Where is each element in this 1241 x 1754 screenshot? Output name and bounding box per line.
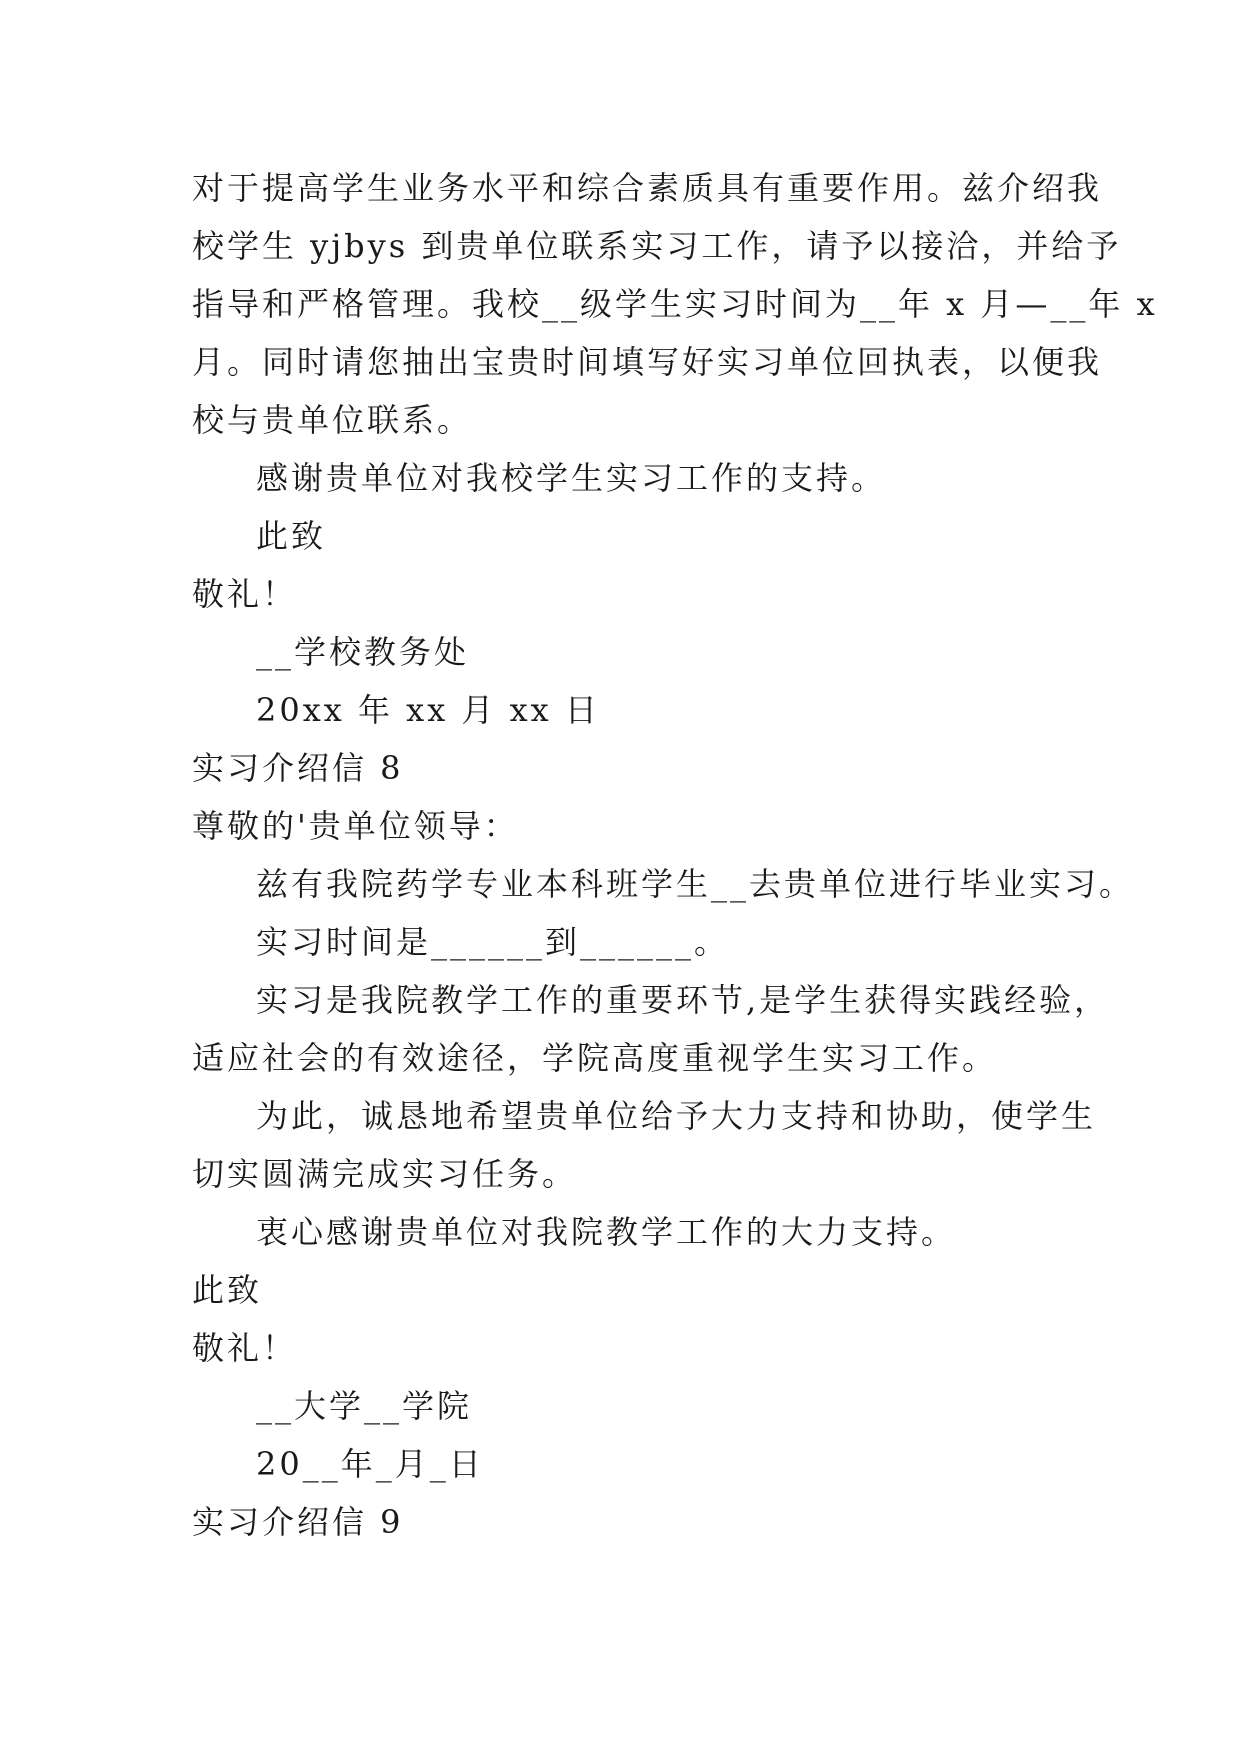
closing-jingli: 敬礼！ [192,1329,298,1367]
closing-cizhi: 此致 [192,1271,263,1309]
body-paragraph: 实习时间是______到______。 [256,923,730,961]
signature-org: __学校教务处 [256,633,470,671]
body-paragraph: 为此，诚恳地希望贵单位给予大力支持和协助，使学生 [256,1097,1097,1135]
body-paragraph: 兹有我院药学专业本科班学生__去贵单位进行毕业实习。 [256,865,1135,903]
signature-date: 20__年_月_日 [256,1445,484,1483]
body-text-line: 切实圆满完成实习任务。 [192,1155,578,1193]
body-text-line: 适应社会的有效途径，学院高度重视学生实习工作。 [192,1039,998,1077]
thanks-paragraph: 衷心感谢贵单位对我院教学工作的大力支持。 [256,1213,957,1251]
closing-cizhi: 此致 [256,517,327,555]
body-text-line: 月。同时请您抽出宝贵时间填写好实习单位回执表，以便我 [192,343,1103,381]
thanks-paragraph: 感谢贵单位对我校学生实习工作的支持。 [256,459,887,497]
signature-org: __大学__学院 [256,1387,473,1425]
section-heading: 实习介绍信 8 [192,749,404,787]
body-text-line: 指导和严格管理。我校__级学生实习时间为__年 x 月—__年 x [192,285,1158,323]
body-text-line: 校与贵单位联系。 [192,401,473,439]
signature-date: 20xx 年 xx 月 xx 日 [256,691,600,729]
closing-jingli: 敬礼！ [192,575,298,613]
section-heading: 实习介绍信 9 [192,1503,404,1541]
body-paragraph: 实习是我院教学工作的重要环节,是学生获得实践经验， [256,981,1110,1019]
salutation: 尊敬的'贵单位领导： [192,807,519,845]
body-text-line: 校学生 yjbys 到贵单位联系实习工作，请予以接洽，并给予 [192,227,1122,265]
body-text-line: 对于提高学生业务水平和综合素质具有重要作用。兹介绍我 [192,169,1103,207]
